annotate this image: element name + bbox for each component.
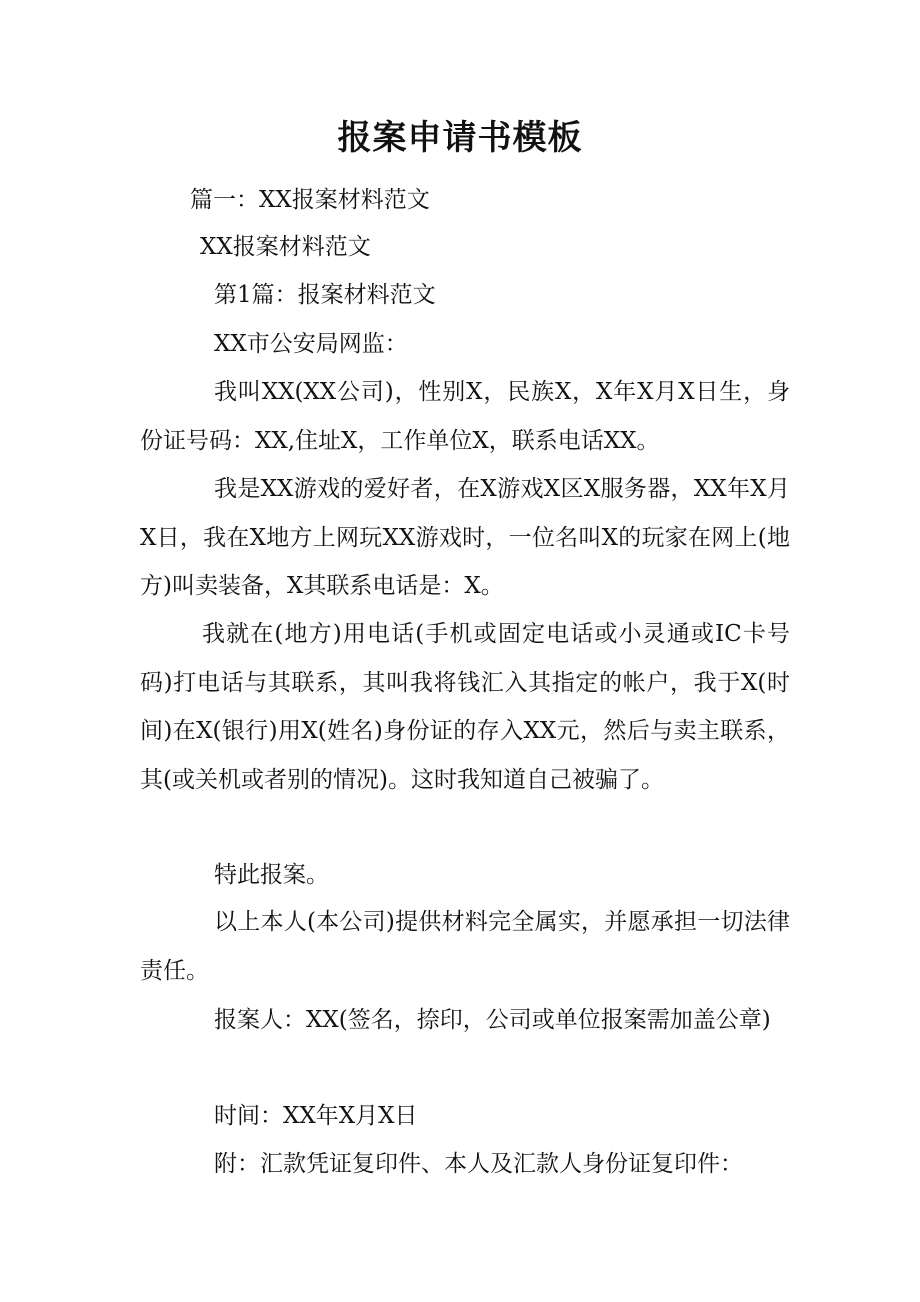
paragraph-fraud-details: 我就在(地方)用电话(手机或固定电话或小灵通或IC卡号码)打电话与其联系，其叫我将钱汇入其指定的帐户，我于X(时间)在X(银行)用X(姓名)身份证的存入XX元，然后与卖主联系，其(或关机或者别的情况)。这时我知道自己被骗了。 — [140, 621, 790, 793]
document-title: 报案申请书模板 — [337, 118, 583, 158]
section-heading: 篇一：XX报案材料范文 — [190, 187, 430, 213]
declaration-paragraph: 以上本人(本公司)提供材料完全属实，并愿承担一切法律责任。 — [140, 909, 790, 984]
paragraph-game-incident: 我是XX游戏的爱好者，在X游戏X区X服务器，XX年X月X日，我在X地方上网玩XX游戏时，一位名叫X的玩家在网上(地方)叫卖装备，X其联系电话是：X。 — [140, 476, 790, 599]
sub-heading: XX报案材料范文 — [200, 234, 371, 260]
attachment-line: 附：汇款凭证复印件、本人及汇款人身份证复印件： — [214, 1151, 743, 1177]
reporter-line: 报案人：XX(签名，捺印，公司或单位报案需加盖公章) — [214, 1007, 771, 1033]
addressee-line: XX市公安局网监： — [214, 331, 408, 357]
paragraph-personal-info: 我叫XX(XX公司)，性别X，民族X，X年X月X日生，身份证号码：XX,住址X，工作单位X，联系电话XX。 — [140, 379, 790, 454]
time-line: 时间：XX年X月X日 — [214, 1103, 418, 1129]
chapter-heading: 第1篇：报案材料范文 — [214, 282, 436, 308]
closing-line: 特此报案。 — [214, 862, 329, 888]
